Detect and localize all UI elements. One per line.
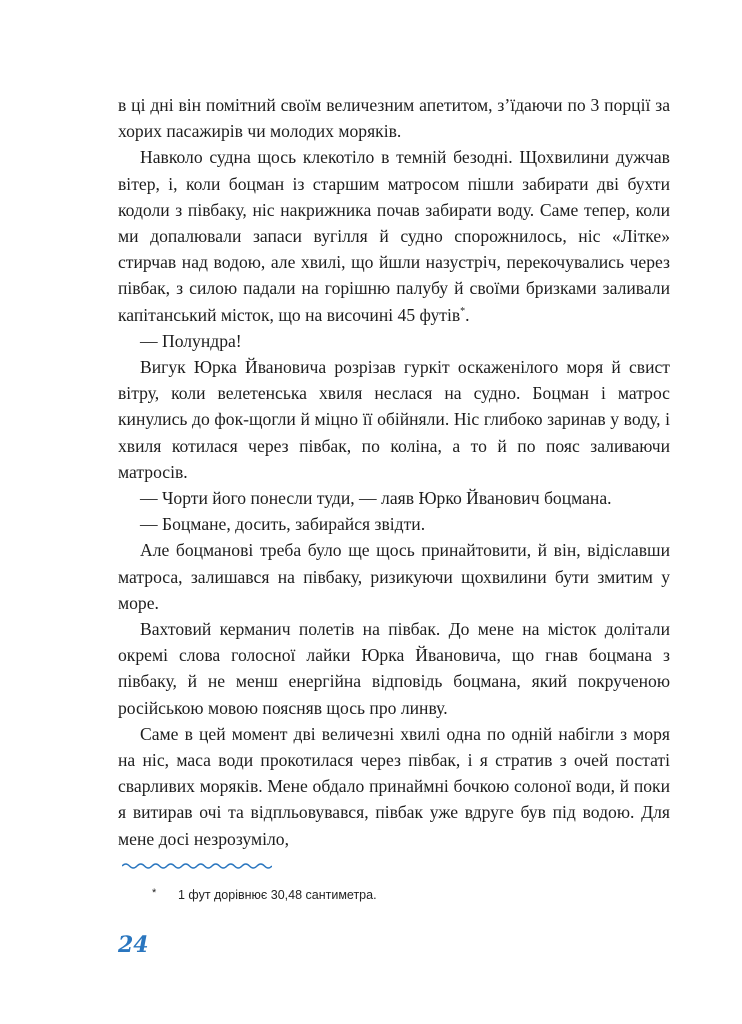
paragraph-4-text: Вигук Юрка Йвановича розрізав гуркіт оскаженілого моря й свист вітру, коли велетенська хвиля неслася на судно. Боцман і матрос кинулись до фок-щогли й міцно її обійняли. Ніс глибоко заринав у воду, і хвиля котилася через півбак, по коліна, а то й по пояс заливаючи матросів. — [118, 357, 670, 482]
footnote-reference: * — [460, 305, 466, 317]
paragraph-9-text: Саме в цей момент дві величезні хвилі одна по одній набігли з моря на ніс, маса води прокотилася через півбак, і я стратив з очей постаті сварливих моряків. Мене обдало принаймні бочкою солоної води, й поки я витирав очі та відпльовувався, півбак уже вдруге був під водою. Для мене досі незрозуміло, — [118, 723, 670, 849]
paragraph-3-text: — Полундра! — [140, 330, 242, 351]
paragraph-5-text: — Чорти його понесли туди, — лаяв Юрко Йванович боцмана. — [140, 488, 612, 509]
paragraph-6 — [118, 511, 670, 537]
paragraph-7-text: Але боцманові треба було ще щось принайтовити, й він, відіславши матроса, залишався на півбаку, ризикуючи щохвилини бути змитим у море. — [118, 540, 670, 613]
paragraph-1-text: в ці дні він помітний своїм величезним апетитом, з’їдаючи по 3 порції за хорих пасажирів чи молодих моряків. — [118, 95, 670, 142]
paragraph-3 — [118, 328, 670, 354]
paragraph-2-end: . — [465, 304, 470, 325]
paragraph-9 — [118, 721, 670, 852]
paragraph-1 — [118, 92, 670, 144]
footnote-wave-divider — [122, 861, 272, 871]
paragraph-5 — [118, 485, 670, 511]
main-text — [118, 92, 670, 852]
footnote — [152, 887, 652, 903]
paragraph-8 — [118, 616, 670, 721]
wave-line — [122, 864, 272, 868]
paragraph-6-text: — Боцмане, досить, забирайся звідти. — [140, 514, 426, 535]
page-number: 24 — [118, 932, 149, 958]
paragraph-2 — [118, 144, 670, 327]
footnote-marker: * — [152, 887, 157, 899]
paragraph-7 — [118, 537, 670, 616]
paragraph-8-text: Вахтовий керманич полетів на півбак. До мене на місток долітали окремі слова голосної лайки Юрка Йвановича, що гнав боцмана з півбаку, й не менш енергійна відповідь боцмана, який покрученою російською мовою поясняв щось про линву. — [118, 619, 670, 718]
paragraph-2-text: Навколо судна щось клекотіло в темній безодні. Щохвилини дужчав вітер, і, коли боцман із старшим матросом пішли забирати дві бухти кодоли з півбаку, ніс накрижника почав забирати воду. Саме тепер, коли ми допалювали запаси вугілля й судно спорожнилось, ніс «Літке» стирчав над водою, але хвилі, що йшли назустріч, перекочувались через півбак, з силою падали на горішню палубу й своїми бризками заливали капітанський місток, що на височині 45 футів — [118, 147, 670, 325]
footnote-text: 1 фут дорівнює 30,48 сантиметра. — [178, 888, 377, 902]
paragraph-4 — [118, 354, 670, 485]
